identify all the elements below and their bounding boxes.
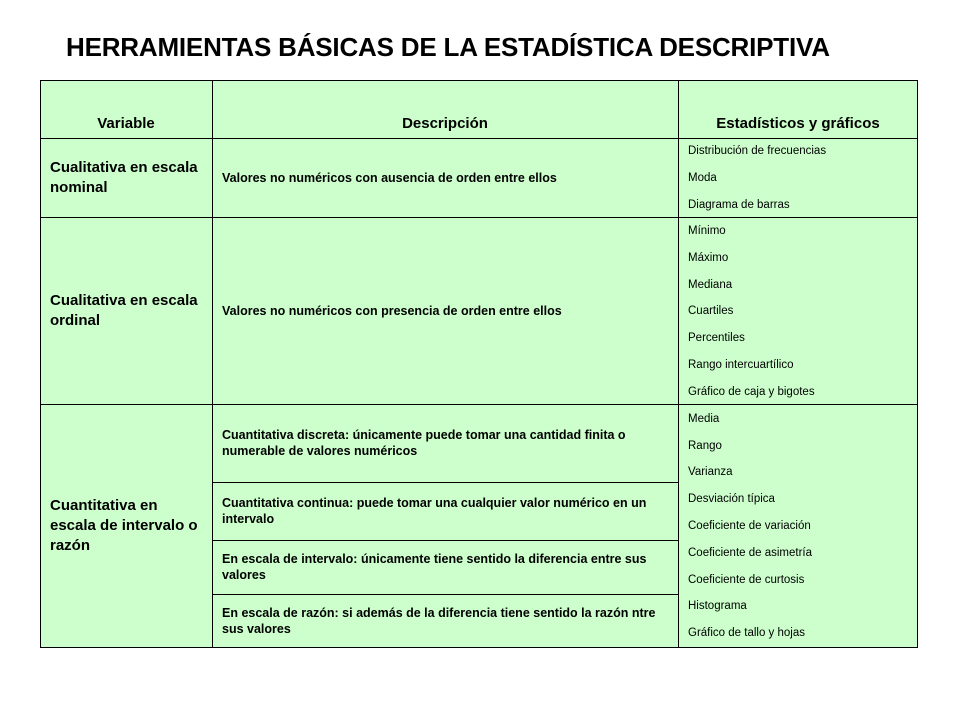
row-ordinal-stats (678, 217, 918, 404)
stat-item: Cuartiles (688, 305, 734, 317)
row-cuantitativa-stats (678, 404, 918, 648)
variable-label: Cuantitativa en escala de intervalo o razón (50, 497, 198, 554)
stat-item: Gráfico de tallo y hojas (688, 627, 805, 639)
stat-item: Coeficiente de curtosis (688, 574, 805, 586)
stat-item: Rango intercuartílico (688, 359, 794, 371)
row-divider (40, 217, 918, 218)
stat-item: Distribución de frecuencias (688, 145, 827, 157)
header-variable-label: Variable (97, 115, 155, 132)
stat-item: Media (688, 413, 720, 425)
table-border (40, 80, 918, 81)
row-nominal-stats (678, 138, 918, 217)
row-cuantitativa-description-continua (212, 482, 678, 540)
stat-item: Rango (688, 440, 722, 452)
stat-item: Mediana (688, 279, 733, 291)
stat-item: Diagrama de barras (688, 199, 790, 211)
row-ordinal-variable (40, 217, 212, 404)
stat-item: Gráfico de caja y bigotes (688, 386, 815, 398)
variable-label: Cualitativa en escala ordinal (50, 291, 198, 329)
stat-item: Coeficiente de variación (688, 520, 811, 532)
stat-item: Percentiles (688, 332, 745, 344)
header-estadisticos (678, 80, 918, 138)
stat-item: Varianza (688, 466, 733, 478)
page-title: HERRAMIENTAS BÁSICAS DE LA ESTADÍSTICA DESCRIPTIVA (66, 32, 830, 62)
row-nominal-description (212, 138, 678, 217)
header-descripcion (212, 80, 678, 138)
row-divider (40, 138, 918, 139)
row-divider (212, 482, 678, 483)
description-text: Valores no numéricos con ausencia de orden entre ellos (222, 170, 557, 185)
stat-item: Coeficiente de asimetría (688, 547, 813, 559)
description-text: Valores no numéricos con presencia de orden entre ellos (222, 303, 562, 318)
table-border (40, 647, 918, 648)
description-text: Cuantitativa discreta: únicamente puede tomar una cantidad finita o numerable de valores numéricos (222, 428, 626, 458)
row-cuantitativa-variable (40, 404, 212, 648)
description-text: En escala de razón: si además de la diferencia tiene sentido la razón ntre sus valores (222, 606, 656, 636)
stat-item: Histograma (688, 600, 747, 612)
row-divider (212, 540, 678, 541)
statistics-table (40, 80, 918, 648)
description-text: Cuantitativa continua: puede tomar una cualquier valor numérico en un intervalo (222, 496, 647, 526)
header-variable (40, 80, 212, 138)
description-text: En escala de intervalo: únicamente tiene sentido la diferencia entre sus valores (222, 552, 647, 582)
stat-item: Máximo (688, 252, 729, 264)
table-border (40, 80, 41, 648)
row-ordinal-description (212, 217, 678, 404)
table-border (917, 80, 918, 648)
row-nominal-variable (40, 138, 212, 217)
row-cuantitativa-description-razon (212, 594, 678, 648)
column-divider (678, 80, 679, 648)
row-cuantitativa-description-intervalo (212, 540, 678, 594)
stat-item: Desviación típica (688, 493, 775, 505)
row-cuantitativa-description-discreta (212, 404, 678, 482)
header-estadisticos-label: Estadísticos y gráficos (716, 115, 880, 132)
stat-item: Moda (688, 172, 717, 184)
stat-item: Mínimo (688, 225, 726, 237)
variable-label: Cualitativa en escala nominal (50, 158, 198, 196)
column-divider (212, 80, 213, 648)
row-divider (40, 404, 918, 405)
header-descripcion-label: Descripción (402, 115, 488, 132)
row-divider (212, 594, 678, 595)
